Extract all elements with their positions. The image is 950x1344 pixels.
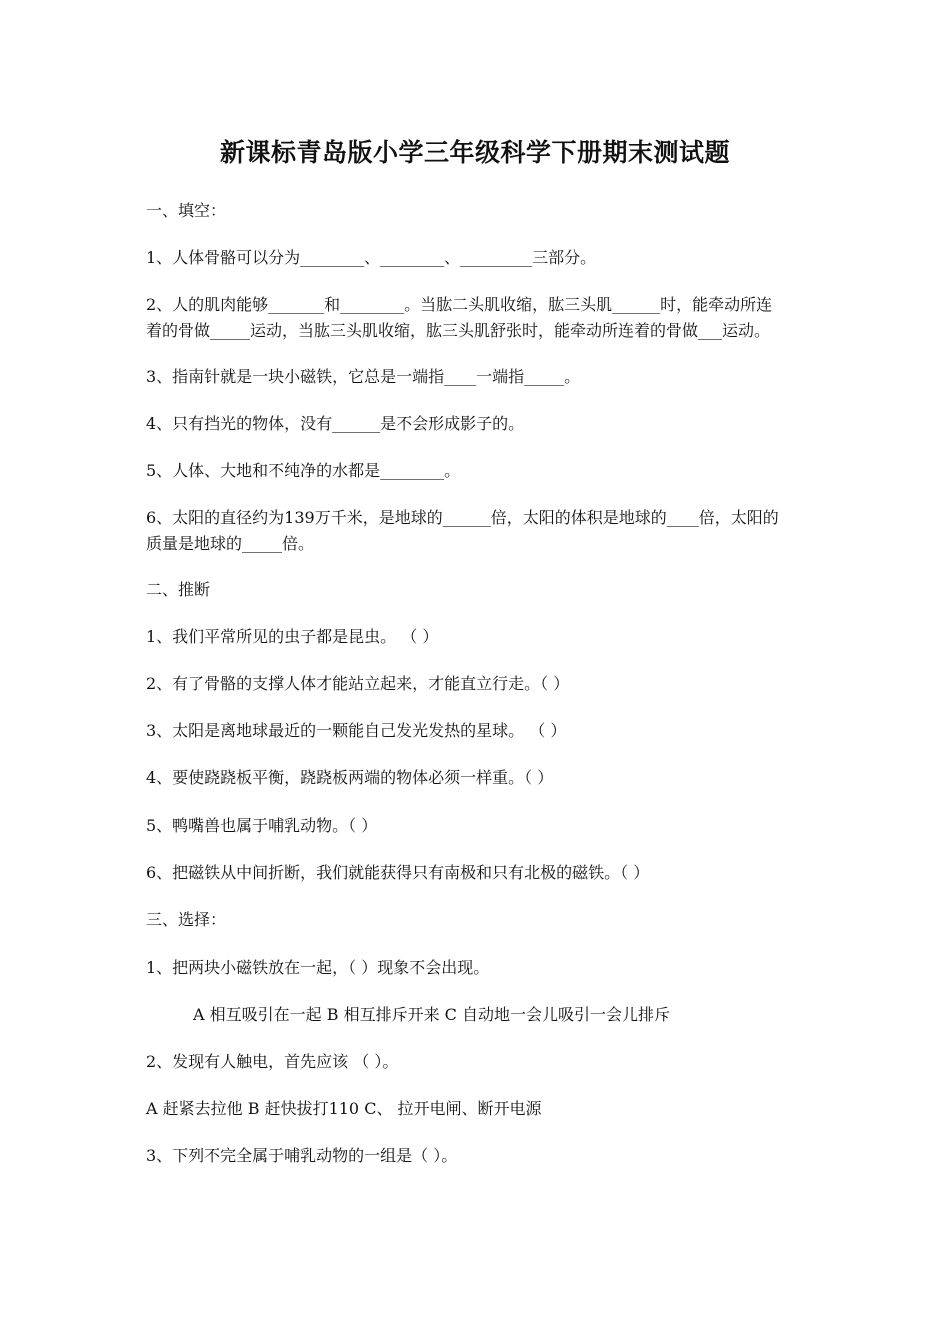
choice-question-2: 2、发现有人触电，首先应该 （ ）。: [146, 1052, 399, 1071]
fill-question-4: 4、只有挡光的物体，没有______是不会形成影子的。: [146, 414, 525, 433]
fill-question-6-line-2: 质量是地球的_____倍。: [146, 534, 315, 553]
judgment-question-1: 1、我们平常所见的虫子都是昆虫。 （ ）: [146, 627, 439, 646]
judgment-question-2: 2、有了骨骼的支撑人体才能站立起来，才能直立行走。（ ）: [146, 674, 570, 693]
fill-question-3: 3、指南针就是一块小磁铁，它总是一端指____一端指_____。: [146, 367, 581, 386]
choice-question-2-options: A 赶紧去拉他 B 赶快拔打110 C、 拉开电闸、断开电源: [146, 1099, 542, 1118]
fill-question-5: 5、人体、大地和不纯净的水都是________。: [146, 461, 461, 480]
judgment-question-5: 5、鸭嘴兽也属于哺乳动物。（ ）: [146, 816, 378, 835]
section-heading-fill-in: 一、填空：: [146, 201, 227, 220]
judgment-question-4: 4、要使跷跷板平衡，跷跷板两端的物体必须一样重。（ ）: [146, 768, 554, 787]
choice-question-3: 3、下列不完全属于哺乳动物的一组是（ ）。: [146, 1146, 458, 1165]
judgment-question-3: 3、太阳是离地球最近的一颗能自己发光发热的星球。 （ ）: [146, 721, 567, 740]
fill-question-6: [146, 505, 816, 557]
choice-question-1-options: A 相互吸引在一起 B 相互排斥开来 C 自动地一会儿吸引一会儿排斥: [193, 1005, 670, 1024]
fill-question-2: [146, 292, 816, 344]
section-heading-choice: 三、选择：: [146, 910, 227, 929]
fill-question-1: 1、人体骨骼可以分为________、________、_________三部分。: [146, 248, 597, 267]
section-heading-judgment: 二、推断: [146, 580, 211, 599]
fill-question-2-line-1: 2、人的肌肉能够_______和________。当肱二头肌收缩，肱三头肌______时，能牵动所连: [146, 295, 773, 314]
choice-question-1: 1、把两块小磁铁放在一起，（ ）现象不会出现。: [146, 958, 490, 977]
document-title: 新课标青岛版小学三年级科学下册期末测试题: [219, 138, 730, 167]
judgment-question-6: 6、把磁铁从中间折断，我们就能获得只有南极和只有北极的磁铁。（ ）: [146, 863, 650, 882]
fill-question-6-line-1: 6、太阳的直径约为139万千米，是地球的______倍，太阳的体积是地球的____倍，太阳的: [146, 508, 779, 527]
fill-question-2-line-2: 着的骨做_____运动，当肱三头肌收缩，肱三头肌舒张时，能牵动所连着的骨做___运动。: [146, 321, 771, 340]
